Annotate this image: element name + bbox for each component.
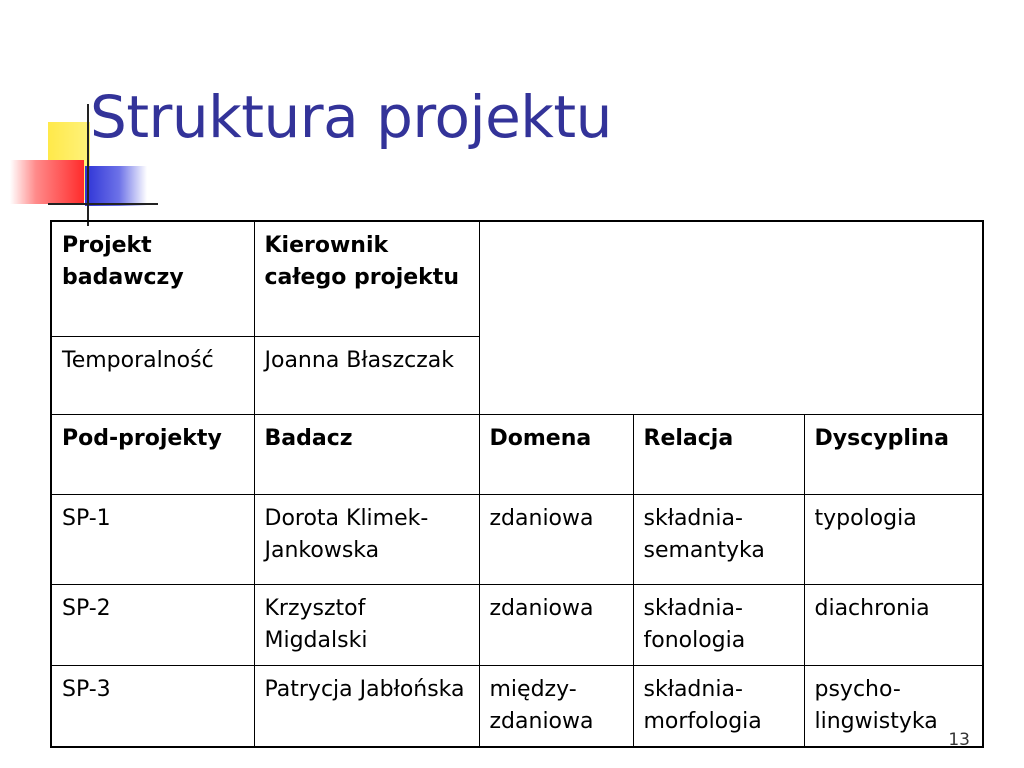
cell-relation: składnia-semantyka bbox=[633, 494, 804, 584]
cell-subproject: SP-1 bbox=[51, 494, 254, 584]
cell-discipline: psycho-lingwistyka bbox=[804, 665, 983, 747]
table-row bbox=[51, 221, 983, 336]
header-subprojects: Pod-projekty bbox=[51, 414, 254, 494]
project-structure-table bbox=[50, 220, 984, 748]
table-row bbox=[51, 494, 983, 584]
decor-red-square bbox=[10, 160, 84, 204]
header-domain: Domena bbox=[479, 414, 633, 494]
cell-relation: składnia-fonologia bbox=[633, 584, 804, 665]
project-name-cell: Temporalność bbox=[51, 336, 254, 414]
slide-title: Struktura projektu bbox=[90, 83, 612, 151]
page-number: 13 bbox=[948, 730, 970, 750]
header-discipline: Dyscyplina bbox=[804, 414, 983, 494]
cell-researcher: Krzysztof Migdalski bbox=[254, 584, 479, 665]
cell-domain: między-zdaniowa bbox=[479, 665, 633, 747]
lead-name-cell: Joanna Błaszczak bbox=[254, 336, 479, 414]
cell-relation: składnia-morfologia bbox=[633, 665, 804, 747]
cell-domain: zdaniowa bbox=[479, 494, 633, 584]
header-researcher: Badacz bbox=[254, 414, 479, 494]
decor-blue-square bbox=[85, 166, 147, 206]
project-label-cell: Projekt badawczy bbox=[51, 221, 254, 336]
header-relation: Relacja bbox=[633, 414, 804, 494]
cell-subproject: SP-2 bbox=[51, 584, 254, 665]
cell-discipline: diachronia bbox=[804, 584, 983, 665]
empty-cell bbox=[479, 221, 983, 414]
cell-researcher: Dorota Klimek-Jankowska bbox=[254, 494, 479, 584]
cell-discipline: typologia bbox=[804, 494, 983, 584]
cell-subproject: SP-3 bbox=[51, 665, 254, 747]
table-row bbox=[51, 665, 983, 747]
table-row bbox=[51, 584, 983, 665]
decor-horizontal-line bbox=[48, 203, 158, 205]
decor-vertical-line bbox=[87, 104, 89, 226]
lead-label-cell: Kierownik całego projektu bbox=[254, 221, 479, 336]
table-header-row bbox=[51, 414, 983, 494]
cell-domain: zdaniowa bbox=[479, 584, 633, 665]
cell-researcher: Patrycja Jabłońska bbox=[254, 665, 479, 747]
